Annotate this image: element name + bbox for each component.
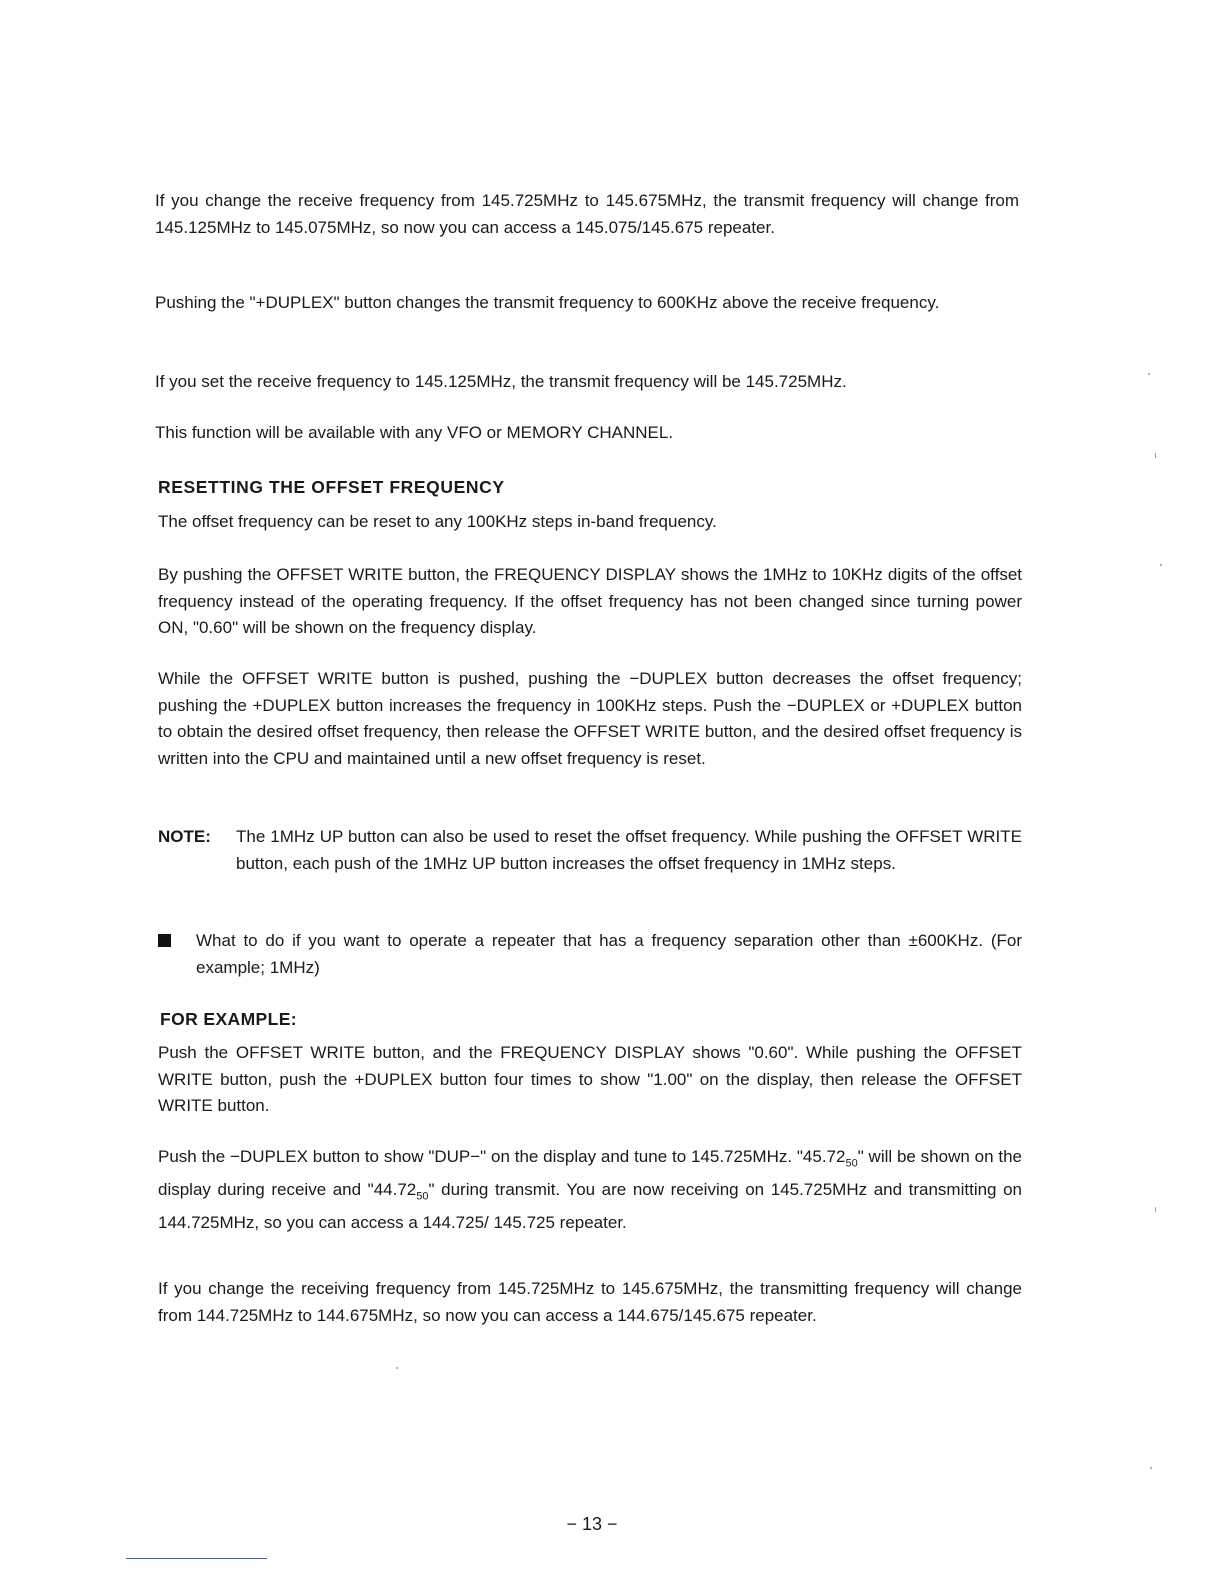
subscript-50-receive: 50 — [845, 1157, 858, 1170]
paragraph-example-offset-write: Push the OFFSET WRITE button, and the FREQUENCY DISPLAY shows "0.60". While pushing the OFFSET WRITE button, push the +DUPLEX button four times to show "1.00" on the display, then release the OFFSET WRITE button. — [158, 1043, 1022, 1115]
heading-resetting-offset: RESETTING THE OFFSET FREQUENCY — [158, 477, 505, 497]
note-label: NOTE: — [158, 827, 211, 846]
scan-speck — [1160, 564, 1162, 566]
heading-for-example: FOR EXAMPLE: — [160, 1009, 298, 1029]
bullet-square-icon — [158, 934, 171, 947]
example-text-part2: " will be shown on the display during receive and "44.72 — [158, 1147, 1022, 1199]
example-text-part3: " during transmit. You are now receiving on 145.725MHz and transmitting on 144.725MHz, so you can access a 144.725/ 145.725 repeater. — [158, 1179, 1022, 1232]
paragraph-set-receive: If you set the receive frequency to 145.125MHz, the transmit frequency will be 145.725MHz. — [155, 372, 847, 391]
scan-speck — [396, 1367, 398, 1369]
scan-speck — [1155, 1207, 1156, 1212]
paragraph-offset-write-display: By pushing the OFFSET WRITE button, the FREQUENCY DISPLAY shows the 1MHz to 10KHz digits of the offset frequency instead of the operating frequency. If the offset frequency has not been changed since turning power ON, "0.60" will be shown on the frequency display. — [158, 565, 1022, 637]
scan-speck — [1150, 1467, 1152, 1469]
paragraph-function-availability: This function will be available with any VFO or MEMORY CHANNEL. — [155, 423, 674, 442]
footer-rule — [126, 1558, 267, 1559]
paragraph-example-duplex — [158, 1144, 1022, 1236]
paragraph-offset-reset: The offset frequency can be reset to any 100KHz steps in-band frequency. — [158, 512, 717, 531]
paragraph-plus-duplex: Pushing the "+DUPLEX" button changes the transmit frequency to 600KHz above the receive frequency. — [155, 293, 940, 312]
note-text: The 1MHz UP button can also be used to reset the offset frequency. While pushing the OFFSET WRITE button, each push of the 1MHz UP button increases the offset frequency in 1MHz steps. — [236, 827, 1022, 873]
paragraph-receive-change: If you change the receive frequency from 145.725MHz to 145.675MHz, the transmit frequency will change from 145.125MHz to 145.075MHz, so now you can access a 145.075/145.675 repeater. — [155, 191, 1019, 237]
subscript-50-transmit: 50 — [416, 1190, 429, 1203]
page-number: − 13 − — [566, 1514, 618, 1534]
scan-speck — [1148, 373, 1150, 375]
bullet-text: What to do if you want to operate a repeater that has a frequency separation other than ±600KHz. (For example; 1MHz) — [196, 931, 1022, 977]
paragraph-example-receiving-change: If you change the receiving frequency from 145.725MHz to 145.675MHz, the transmitting frequency will change from 144.725MHz to 144.675MHz, so now you can access a 144.675/145.675 repeater. — [158, 1279, 1022, 1325]
example-text-part1: Push the −DUPLEX button to show "DUP−" on the display and tune to 145.725MHz. "45.72 — [158, 1147, 846, 1166]
scan-speck — [1155, 453, 1156, 458]
paragraph-offset-write-procedure: While the OFFSET WRITE button is pushed, pushing the −DUPLEX button decreases the offset frequency; pushing the +DUPLEX button increases the frequency in 100KHz steps. Push the −DUPLEX or +DUPLEX button to obtain the desired offset frequency, then release the OFFSET WRITE button, and the desired offset frequency is written into the CPU and maintained until a new offset frequency is reset. — [158, 669, 1022, 768]
